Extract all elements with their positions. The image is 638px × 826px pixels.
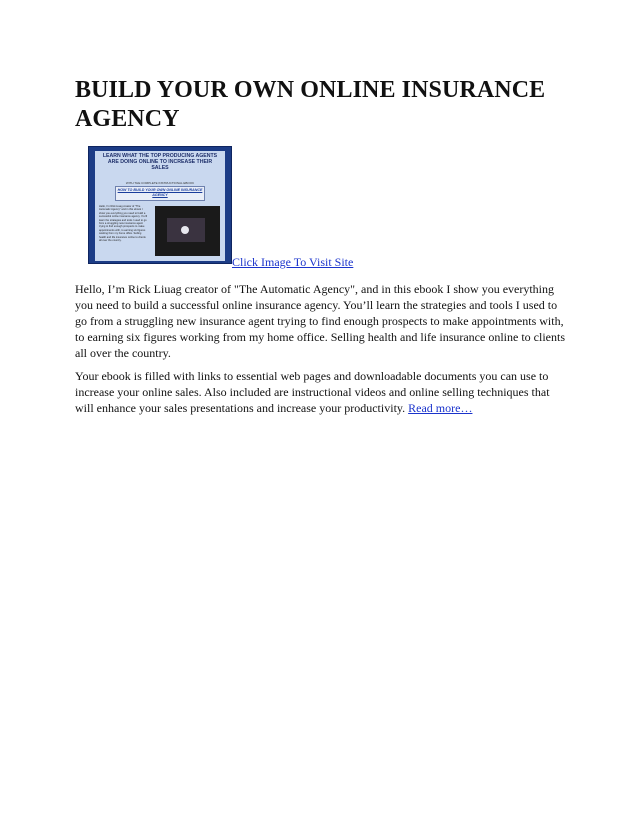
video-screen xyxy=(167,218,205,242)
ebook-ad-image[interactable] xyxy=(88,146,232,264)
visit-site-link[interactable]: Click Image To Visit Site xyxy=(232,255,354,269)
read-more-link[interactable]: Read more… xyxy=(408,401,473,415)
ad-inner-panel xyxy=(95,151,225,261)
ad-headline: LEARN WHAT THE TOP PRODUCING AGENTS ARE DOING ONLINE TO INCREASE THEIR SALES xyxy=(102,153,218,172)
page-title: BUILD YOUR OWN ONLINE INSURANCE AGENCY xyxy=(75,77,546,132)
ad-figure xyxy=(75,146,575,270)
ad-subline: WITH THE COMPLETE INSTRUCTIONAL EBOOK xyxy=(125,181,195,185)
presenter-figure-icon xyxy=(181,226,189,234)
intro-paragraph: Hello, I’m Rick Liuag creator of "The Automatic Agency", and in this ebook I show you everything you need to build a successful online insurance agency. You’ll learn the strategies and tools I used to go from a struggling new insurance agent trying to find enough prospects to make appointments with, to earning six figures working from my home office. Selling health and life insurance online to clients all over the country. xyxy=(75,282,565,360)
video-thumbnail xyxy=(155,206,220,256)
details-paragraph-text: Your ebook is filled with links to essential web pages and downloadable documents you can use to increase your online sales. Also included are instructional videos and online selling techniques that will enhance your sales presentations and increase your productivity. xyxy=(75,369,550,415)
details-paragraph xyxy=(75,368,567,416)
ad-body-text: Hello, I'm Rick Liuag creator of "The Automatic Agency" and in this ebook I show you everything you need to build a successful online insurance agency. You'll learn the strategies and tools I used to go from a struggling new insurance agent trying to find enough prospects to make appointments with, to earning six figures working from my home office. Selling health and life insurance online to clients all over the country. xyxy=(99,205,148,243)
ad-banner: HOW TO BUILD YOUR OWN ONLINE INSURANCE AGENCY xyxy=(115,186,205,201)
